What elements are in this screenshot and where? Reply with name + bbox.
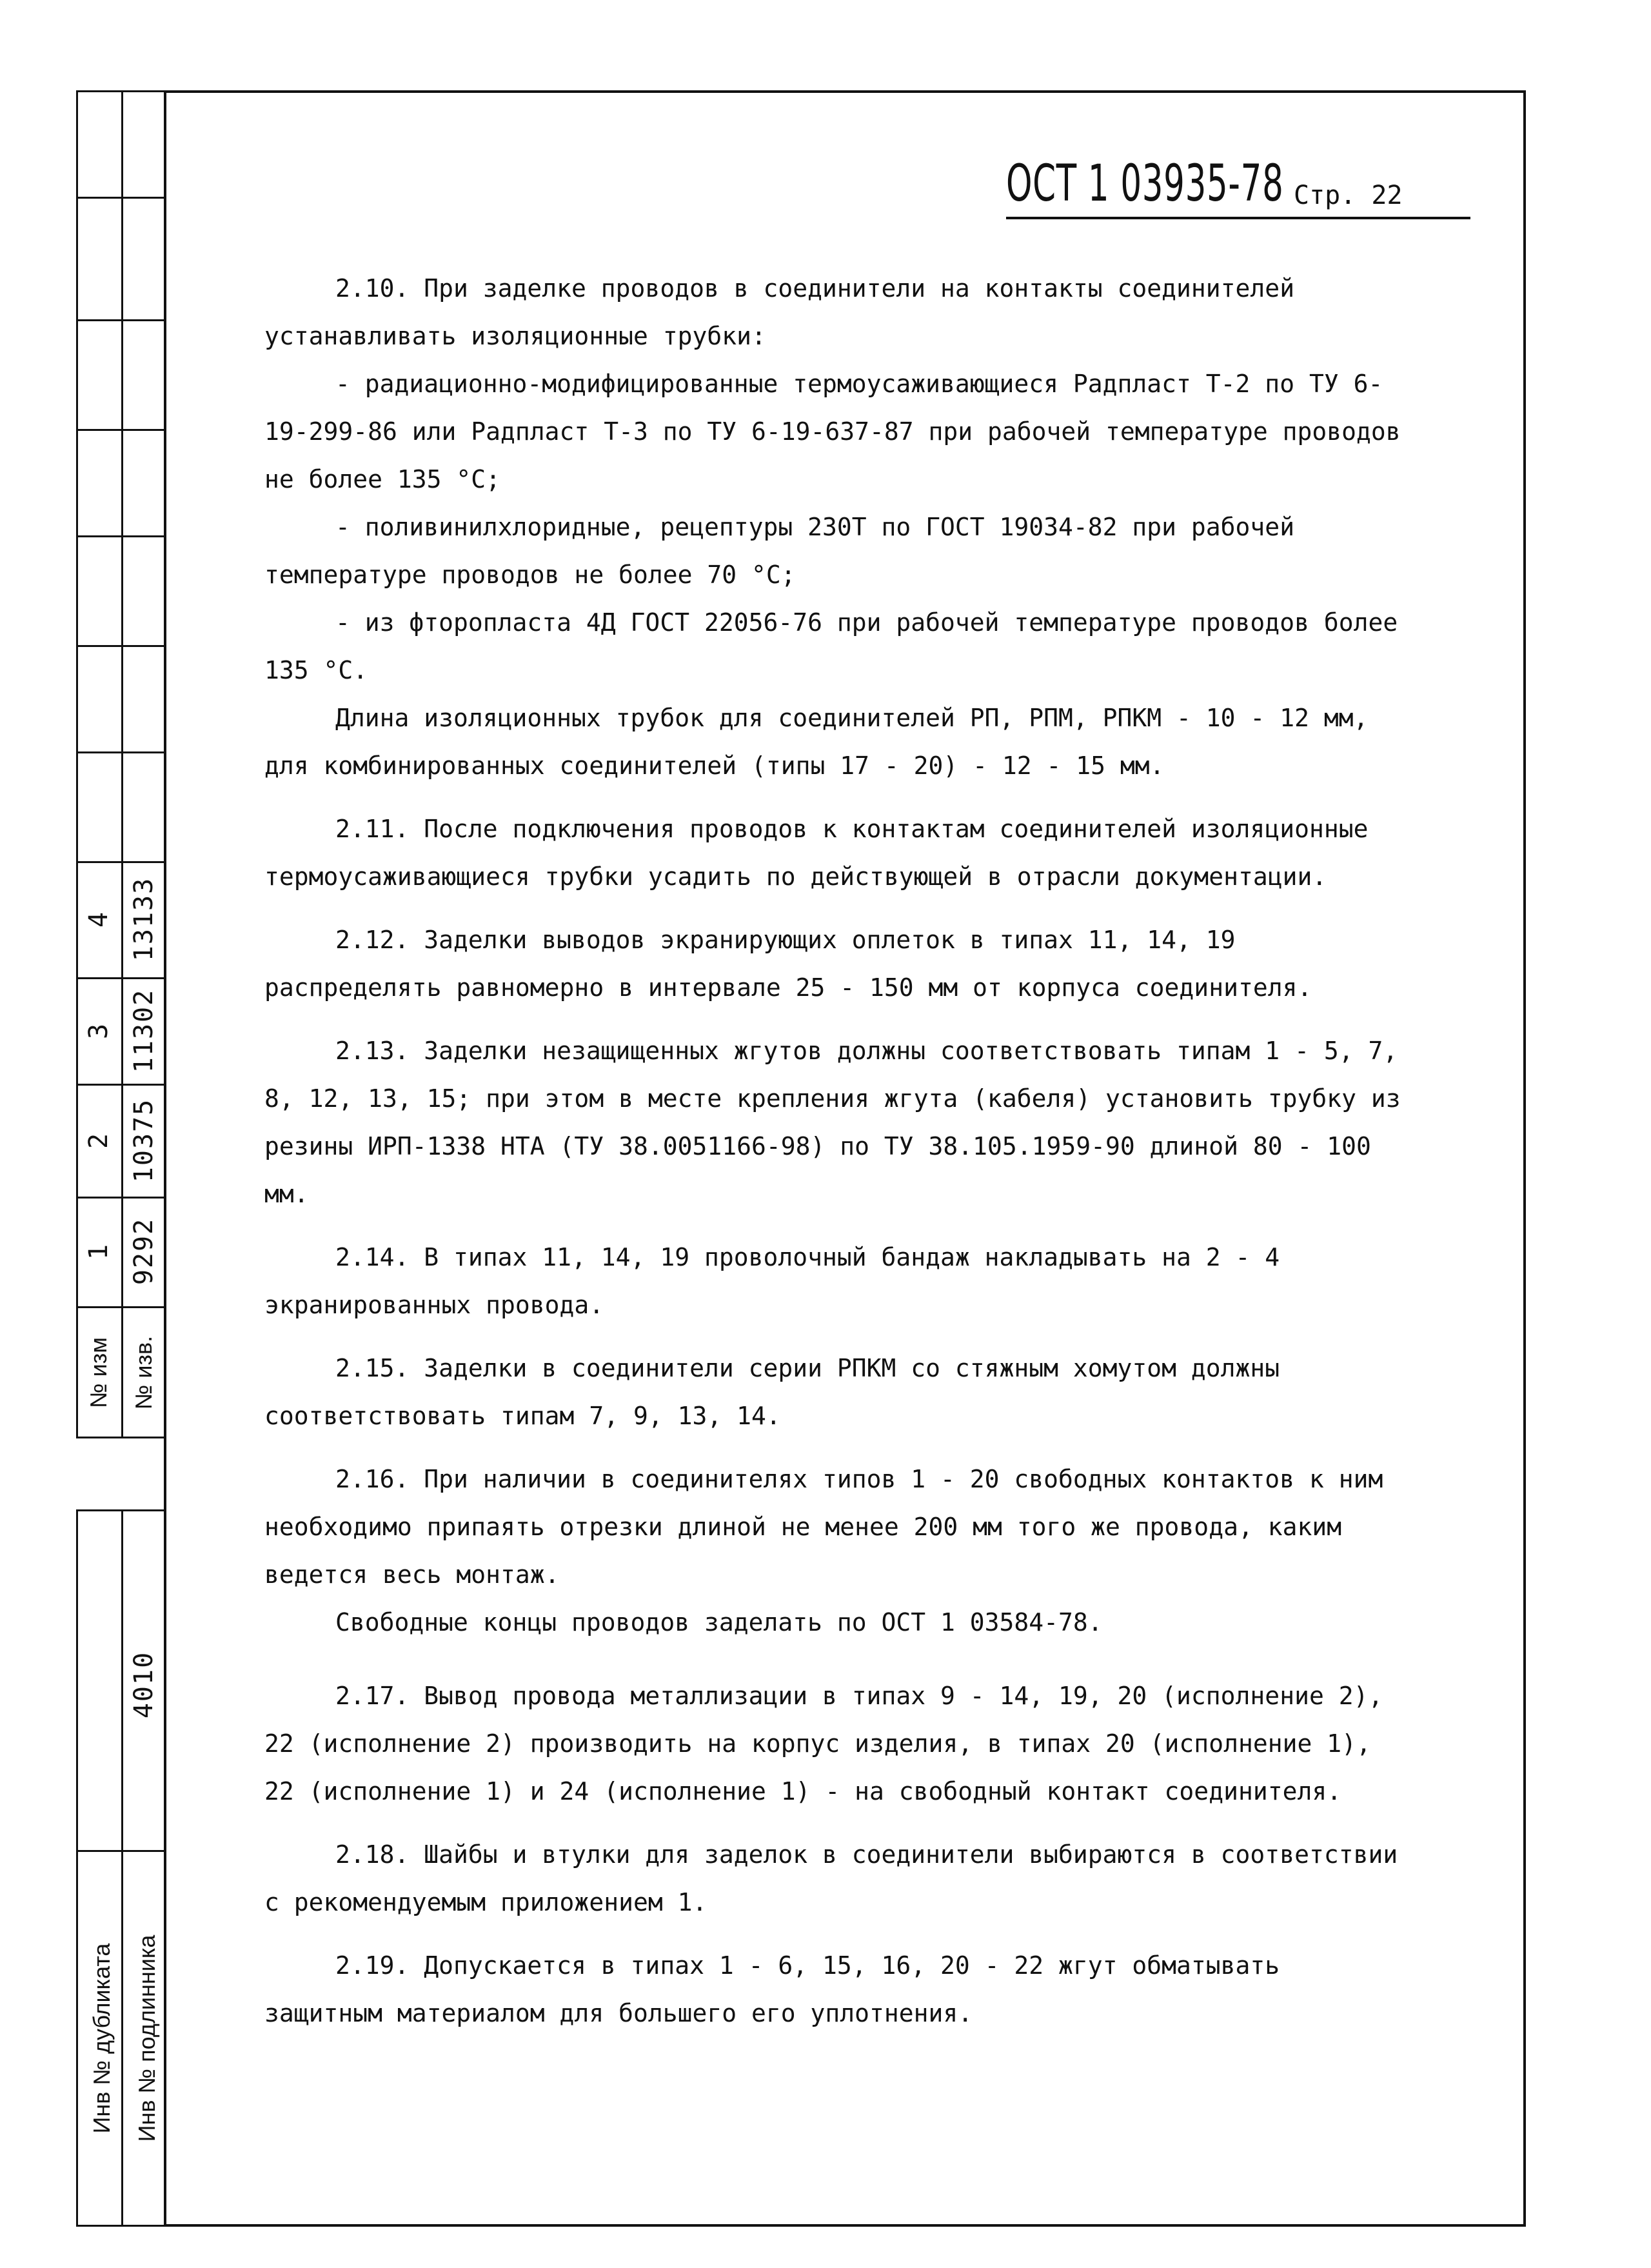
clause-2-10-length: Длина изоляционных трубок для соединителей РП, РПМ, РПКМ - 10 - 12 мм, для комбинированных соединителей (типы 17 - 20) - 12 - 15 мм.	[264, 704, 1369, 780]
side-row-line	[76, 861, 166, 863]
change-number-label: № изм	[85, 1337, 112, 1408]
clause-2-18: 2.18. Шайбы и втулки для заделок в соединители выбираются в соответствии с рекомендуемым приложением 1.	[264, 1840, 1398, 1916]
clause-2-19: 2.19. Допускается в типах 1 - 6, 15, 16, 20 - 22 жгут обматывать защитным материалом для большего его уплотнения.	[264, 1951, 1280, 2027]
page-header	[1006, 155, 1470, 219]
clause-2-11: 2.11. После подключения проводов к контактам соединителей изоляционные термоусаживающиеся трубки усадить по действующей в отрасли документации.	[264, 815, 1369, 891]
notice-number-3: 11302	[129, 988, 159, 1073]
notice-number-1: 9292	[129, 1217, 159, 1286]
side-row-line	[76, 429, 166, 431]
side-divider	[121, 90, 123, 1438]
original-inventory-value: 4010	[129, 1651, 159, 1719]
notice-number-2: 10375	[129, 1098, 159, 1183]
side-row-line	[76, 197, 166, 199]
side-row-line	[76, 1306, 166, 1308]
side-row-line	[76, 751, 166, 753]
document-code: ОСТ 1 03935-78	[1006, 155, 1284, 213]
clause-2-13: 2.13. Заделки незащищенных жгутов должны соответствовать типам 1 - 5, 7, 8, 12, 13, 15; при этом в месте крепления жгута (кабеля) установить трубку из резины ИРП-1338 НТА (ТУ 38.0051166-98) по ТУ 38.105.1959-90 длиной 80 - 100 мм.	[264, 1037, 1401, 1208]
clause-2-16-note: Свободные концы проводов заделать по ОСТ 1 03584-78.	[335, 1608, 1103, 1636]
change-number-3: 3	[84, 1022, 114, 1040]
clause-2-14: 2.14. В типах 11, 14, 19 проволочный бандаж накладывать на 2 - 4 экранированных провода.	[264, 1243, 1280, 1319]
duplicate-inventory-label: Инв № дубликата	[88, 1943, 115, 2134]
original-inventory-label: Инв № подлинника	[133, 1935, 160, 2142]
side-row-line	[76, 319, 166, 321]
clause-2-16: 2.16. При наличии в соединителях типов 1 - 20 свободных контактов к ним необходимо припаять отрезки длиной не менее 200 мм того же провода, каким ведется весь монтаж.	[264, 1465, 1383, 1589]
clause-2-10-item-1: - радиационно-модифицированные термоусаживающиеся Радпласт Т-2 по ТУ 6-19-299-86 или Радпласт Т-3 по ТУ 6-19-637-87 при рабочей температуре проводов не более 135 °С;	[264, 370, 1401, 493]
clause-2-15: 2.15. Заделки в соединители серии РПКМ со стяжным хомутом должны соответствовать типам 7, 9, 13, 14.	[264, 1354, 1280, 1430]
change-number-2: 2	[84, 1131, 114, 1149]
clause-2-12: 2.12. Заделки выводов экранирующих оплеток в типах 11, 14, 19 распределять равномерно в интервале 25 - 150 мм от корпуса соединителя.	[264, 926, 1312, 1002]
side-divider-lower	[121, 1509, 123, 2227]
side-row-line	[76, 535, 166, 537]
document-body	[264, 264, 1412, 2037]
clause-2-10-item-3: - из фторопласта 4Д ГОСТ 22056-76 при рабочей температуре проводов более 135 °С.	[264, 608, 1398, 684]
notice-number-label: № изв.	[130, 1335, 157, 1410]
notice-number-4: 13133	[129, 877, 159, 962]
side-row-line	[76, 645, 166, 647]
side-row-line	[76, 1850, 166, 1852]
clause-2-10-item-2: - поливинилхлоридные, рецептуры 230Т по ГОСТ 19034-82 при рабочей температуре проводов не более 70 °С;	[264, 513, 1295, 589]
clause-2-10: 2.10. При заделке проводов в соединители на контакты соединителей устанавливать изоляционные трубки:	[264, 274, 1295, 350]
change-number-1: 1	[84, 1242, 114, 1260]
change-number-4: 4	[84, 910, 114, 928]
page-number: Стр. 22	[1294, 181, 1403, 210]
clause-2-17: 2.17. Вывод провода металлизации в типах 9 - 14, 19, 20 (исполнение 2), 22 (исполнение 2) производить на корпус изделия, в типах 20 (исполнение 1), 22 (исполнение 1) и 24 (исполнение 1) - на свободный контакт соединителя.	[264, 1682, 1383, 1805]
